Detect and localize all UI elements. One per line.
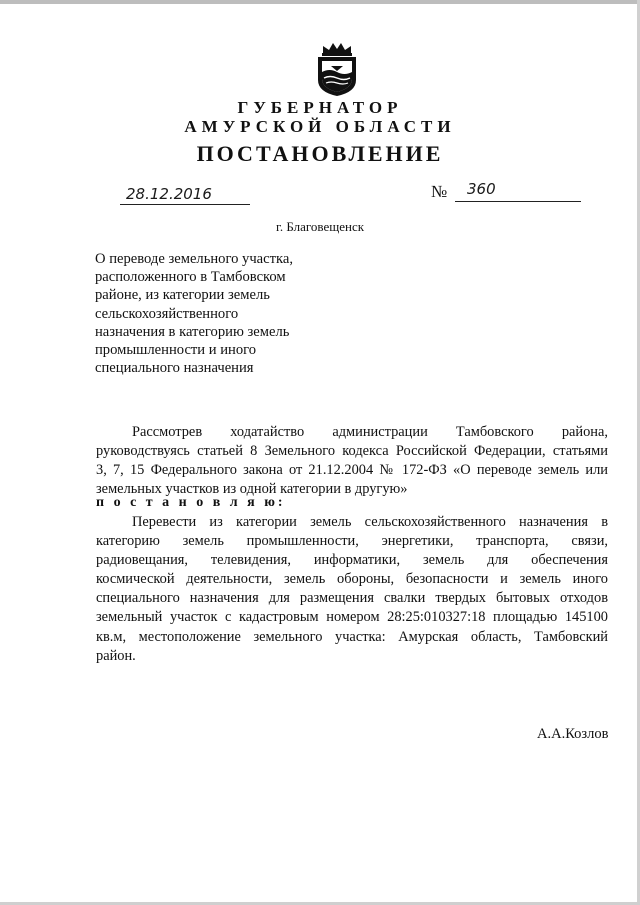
number-handwritten: 360 <box>467 180 496 198</box>
authority-title-line1: ГУБЕРНАТОР <box>237 98 403 117</box>
subject-line: расположенного в Тамбовском <box>95 269 286 286</box>
date-underline <box>120 204 250 205</box>
date-handwritten: 28.12.2016 <box>126 185 212 203</box>
decision-line: район. <box>96 647 136 664</box>
decision-line: специального назначения для размещения свалки твердых бытовых отходов <box>96 590 608 607</box>
decision-line: космической деятельности, земель обороны, безопасности и земель иного <box>96 571 608 588</box>
city-label: г. Благовещенск <box>275 219 365 234</box>
subject-block <box>95 250 335 377</box>
decision-line: земельный участок с кадастровым номером 28:25:010327:18 площадью 145100 <box>96 609 608 626</box>
subject-line: сельскохозяйственного <box>95 305 239 322</box>
decision-line: радиовещания, телевидения, информатики, земель для обеспечения <box>96 552 608 569</box>
preamble-line: земельных участков из одной категории в другую» <box>96 481 408 497</box>
scan-edge-top <box>0 0 640 4</box>
subject-line: промышленности и иного <box>95 342 257 359</box>
decree-word: п о с т а н о в л я ю: <box>96 495 286 510</box>
authority-title-line2: АМУРСКОЙ ОБЛАСТИ <box>184 117 456 136</box>
decision-line: категорию земель промышленности, энергетики, транспорта, связи, <box>96 533 608 550</box>
document-date <box>120 185 250 207</box>
subject-line: специального назначения <box>95 360 254 377</box>
preamble-line: 3, 7, 15 Федерального закона от 21.12.2004 № 172-ФЗ «О переводе земель или <box>96 462 608 478</box>
preamble-line: Рассмотрев ходатайство администрации Тамбовского района, <box>132 424 608 440</box>
preamble-line: руководствуясь статьей 8 Земельного кодекса Российской Федерации, статьями <box>96 443 608 459</box>
subject-line: назначения в категорию земель <box>95 323 290 340</box>
number-underline <box>455 201 581 202</box>
signer-name: А.А.Козлов <box>537 726 609 742</box>
amur-region-coat-of-arms-icon <box>314 40 360 98</box>
subject-line: районе, из категории земель <box>95 287 270 304</box>
document-type-title: ПОСТАНОВЛЕНИЕ <box>196 141 444 166</box>
subject-line: О переводе земельного участка, <box>95 251 293 267</box>
preamble-paragraph <box>96 423 608 499</box>
document-number <box>431 180 581 204</box>
decision-paragraph <box>96 513 608 666</box>
decision-line: Перевести из категории земель сельскохозяйственного назначения в <box>132 514 608 530</box>
number-sign: № <box>431 182 448 201</box>
decision-line: кв.м, местоположение земельного участка: Амурская область, Тамбовский <box>96 628 608 645</box>
